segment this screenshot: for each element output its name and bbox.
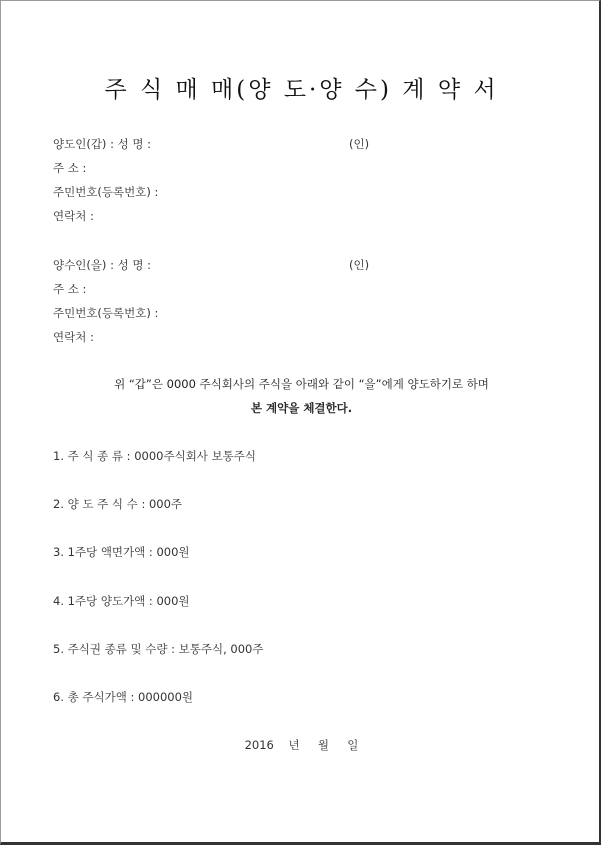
seller-name-line: 양도인(갑) : 성 명 : — [53, 137, 151, 151]
item-certificate-type: 5. 주식권 종류 및 수량 : 보통주식, 000주 — [53, 642, 264, 656]
buyer-address-line: 주 소 : — [53, 282, 87, 296]
item-transfer-price: 4. 1주당 양도가액 : 000원 — [53, 594, 190, 608]
item-stock-type: 1. 주 식 종 류 : 0000주식회사 보통주식 — [53, 449, 257, 463]
statement-line-2: 본 계약을 체결한다. — [250, 401, 353, 415]
item-par-value: 3. 1주당 액면가액 : 000원 — [53, 545, 190, 559]
buyer-contact-line: 연락처 : — [53, 330, 94, 344]
buyer-name-line: 양수인(을) : 성 명 : — [53, 258, 151, 272]
buyer-seal: (인) — [349, 258, 370, 272]
statement-line-1: 위 “갑”은 0000 주식회사의 주식을 아래와 같이 “을”에게 양도하기로 하며 — [114, 377, 489, 391]
contract-date: 2016 년 월 일 — [244, 738, 359, 752]
item-transfer-quantity: 2. 양 도 주 식 수 : 000주 — [53, 497, 183, 511]
seller-seal: (인) — [349, 137, 370, 151]
buyer-id-line: 주민번호(등록번호) : — [53, 306, 159, 320]
seller-contact-line: 연락처 : — [53, 209, 94, 223]
document-title: 주 식 매 매(양 도·양 수) 계 약 서 — [104, 77, 499, 103]
item-total-price: 6. 총 주식가액 : 000000원 — [53, 690, 194, 704]
seller-address-line: 주 소 : — [53, 161, 87, 175]
seller-id-line: 주민번호(등록번호) : — [53, 185, 159, 199]
